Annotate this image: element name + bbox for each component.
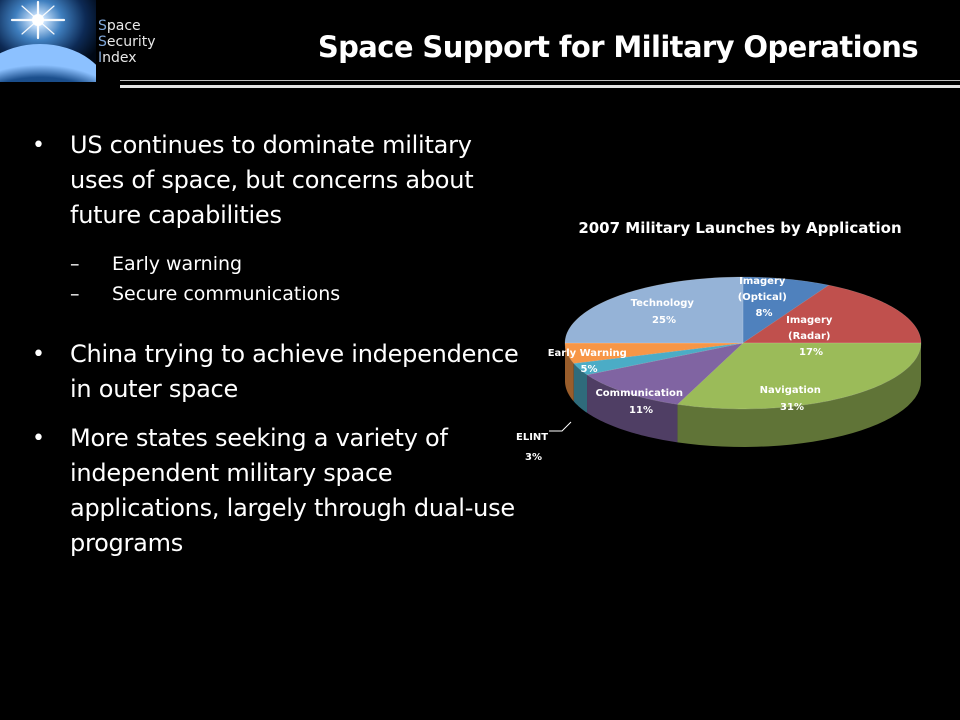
slice-label-elint: ELINT 3% <box>516 432 549 463</box>
sub-bullet-secure-comms: – Secure communications <box>28 279 528 309</box>
slice-label-early-warning: Early Warning 5% <box>547 348 627 375</box>
slice-label-imagery-optical: Imagery (Optical) 8% <box>737 276 787 319</box>
bullet-list <box>28 128 528 561</box>
brand-line-text: pace <box>106 18 141 34</box>
elint-leader-line <box>549 422 571 431</box>
slice-label-navigation: Navigation 31% <box>759 385 821 413</box>
pie-chart <box>505 205 945 505</box>
brand-line-space: Space <box>98 18 141 34</box>
pie-slice-technology <box>565 277 743 343</box>
brand-line-text: ndex <box>102 50 137 66</box>
header-divider-thick <box>120 85 960 88</box>
slice-label-technology: Technology 25% <box>630 298 694 326</box>
brand-wordmark <box>98 18 156 66</box>
header-divider-thin <box>120 80 960 81</box>
bullet-more-states: • More states seeking a variety of independent military space applications, largely through dual-use programs <box>28 421 528 561</box>
sub-bullet-list <box>28 249 528 309</box>
slide-title: Space Support for Military Operations <box>317 30 918 64</box>
bullet-us-dominance: • US continues to dominate military uses of space, but concerns about future capabilities <box>28 128 528 233</box>
bullet-china: • China trying to achieve independence in outer space <box>28 337 528 407</box>
brand-line-index: Index <box>98 50 137 66</box>
brand-line-text: ecurity <box>106 34 156 50</box>
chart-title: 2007 Military Launches by Application <box>578 219 902 237</box>
slice-label-communication: Communication 11% <box>595 388 684 416</box>
sub-bullet-early-warning: – Early warning <box>28 249 528 279</box>
slice-label-imagery-radar: Imagery (Radar) 17% <box>786 315 833 358</box>
space-security-index-logo <box>0 0 96 82</box>
brand-line-security: Security <box>98 34 156 50</box>
pie-chart-svg <box>505 205 945 505</box>
